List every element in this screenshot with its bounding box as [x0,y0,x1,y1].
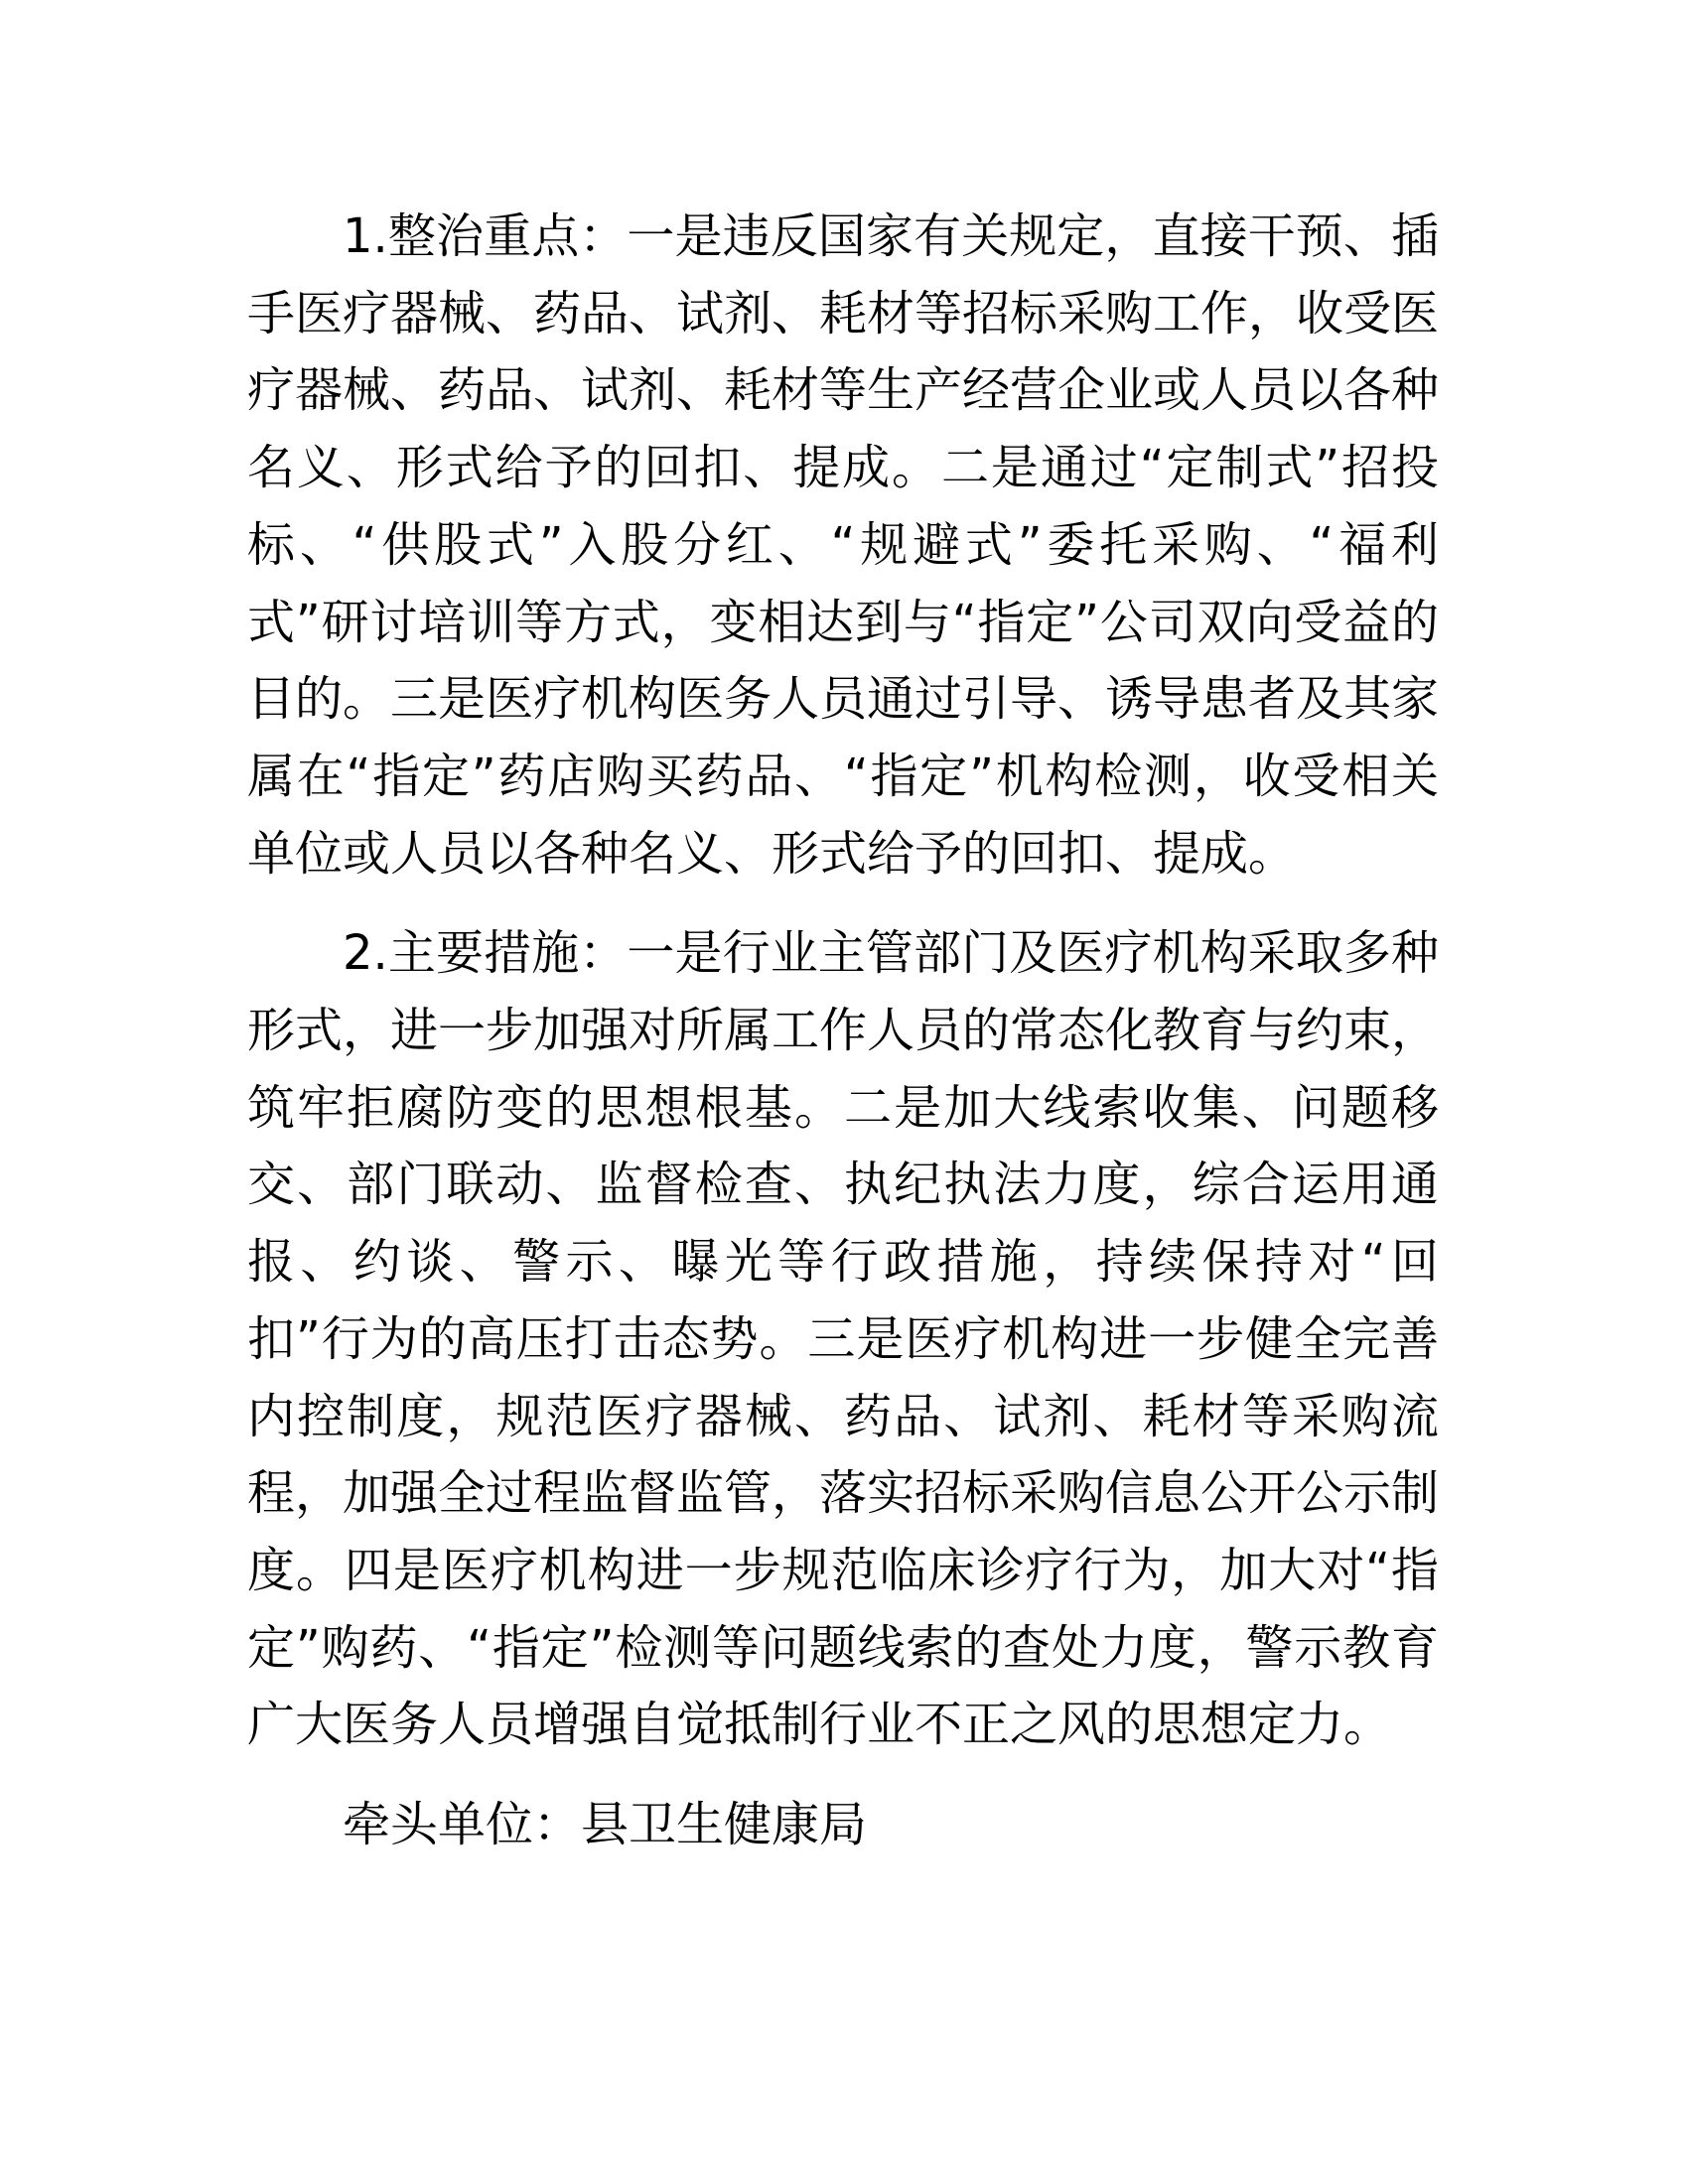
document-body [247,199,1439,1887]
paragraph-remediation-focus: 1.整治重点：一是违反国家有关规定，直接干预、插手医疗器械、药品、试剂、耗材等招标采购工作，收受医疗器械、药品、试剂、耗材等生产经营企业或人员以各种名义、形式给予的回扣、提成。二是通过“定制式”招投标、“供股式”入股分红、“规避式”委托采购、“福利式”研讨培训等方式，变相达到与“指定”公司双向受益的目的。三是医疗机构医务人员通过引导、诱导患者及其家属在“指定”药店购买药品、“指定”机构检测，收受相关单位或人员以各种名义、形式给予的回扣、提成。 [247,208,1440,882]
paragraph-lead-unit: 牵头单位：县卫生健康局 [343,1797,868,1853]
paragraph-main-measures: 2.主要措施：一是行业主管部门及医疗机构采取多种形式，进一步加强对所属工作人员的常态化教育与约束，筑牢拒腐防变的思想根基。二是加大线索收集、问题移交、部门联动、监督检查、执纪执法力度，综合运用通报、约谈、警示、曝光等行政措施，持续保持对“回扣”行为的高压打击态势。三是医疗机构进一步健全完善内控制度，规范医疗器械、药品、试剂、耗材等采购流程，加强全过程监督监管，落实招标采购信息公开公示制度。四是医疗机构进一步规范临床诊疗行为，加大对“指定”购药、“指定”检测等问题线索的查处力度，警示教育广大医务人员增强自觉抵制行业不正之风的思想定力。 [247,925,1440,1753]
